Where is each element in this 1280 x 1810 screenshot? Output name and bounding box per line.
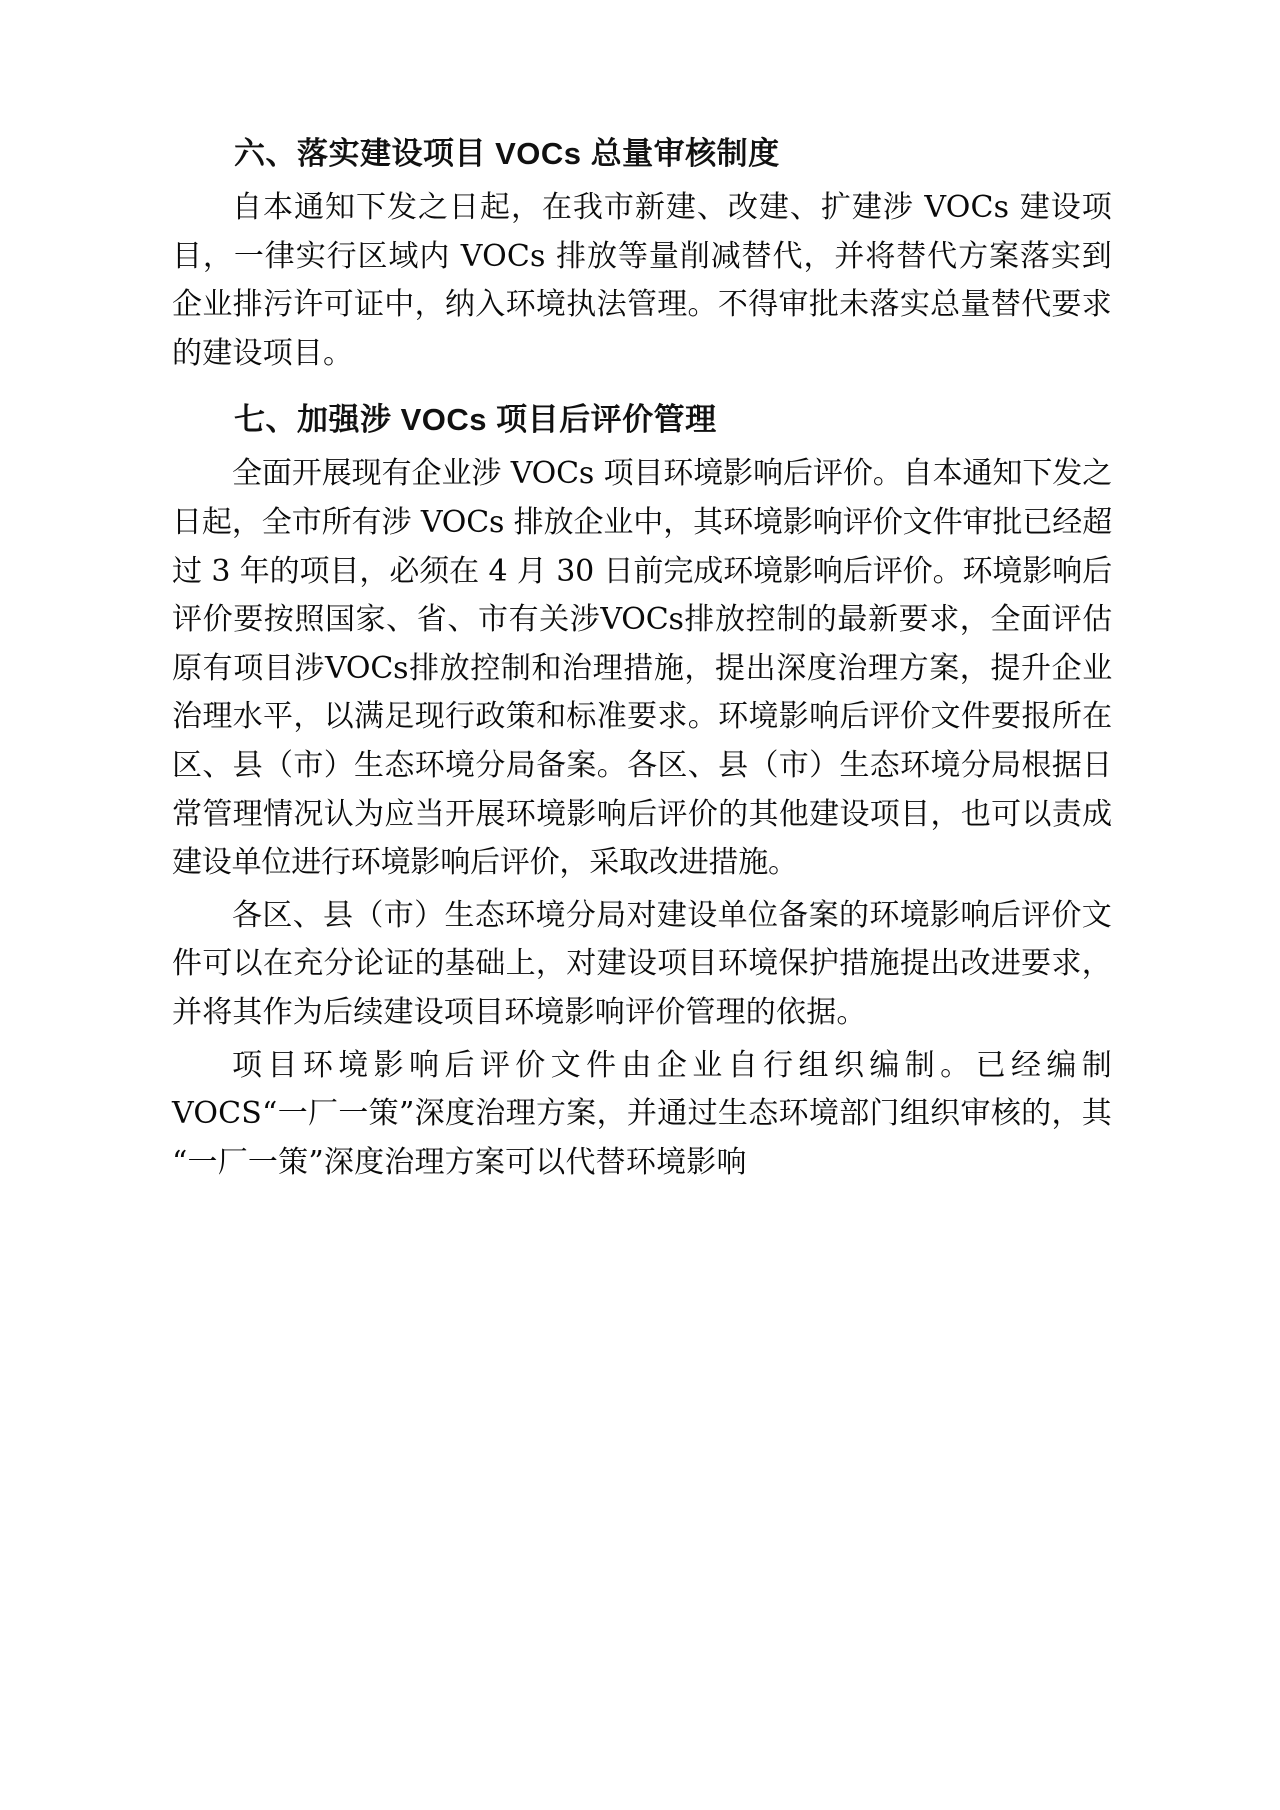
section-six-paragraph-1: 自本通知下发之日起，在我市新建、改建、扩建涉 VOCs 建设项目，一律实行区域内 VOCs 排放等量削减替代，并将替代方案落实到企业排污许可证中，纳入环境执法管理。不得审批未落实总量替代要求的建设项目。 (172, 190, 1112, 371)
section-seven-paragraph-2: 各区、县（市）生态环境分局对建设单位备案的环境影响后评价文件可以在充分论证的基础上，对建设项目环境保护措施提出改进要求，并将其作为后续建设项目环境影响评价管理的依据。 (172, 897, 1112, 1030)
section-seven-paragraph-1: 全面开展现有企业涉 VOCs 项目环境影响后评价。自本通知下发之日起，全市所有涉 VOCs 排放企业中，其环境影响评价文件审批已经超过 3 年的项目，必须在 4 月 30 日前完成环境影响后评价。环境影响后评价要按照国家、省、市有关涉VOCs排放控制的最新要求，全面评估原有项目涉VOCs排放控制和治理措施，提出深度治理方案，提升企业治理水平，以满足现行政策和标准要求。环境影响后评价文件要报所在区、县（市）生态环境分局备案。各区、县（市）生态环境分局根据日常管理情况认为应当开展环境影响后评价的其他建设项目，也可以责成建设单位进行环境影响后评价，采取改进措施。 (172, 456, 1112, 881)
section-heading-six: 六、落实建设项目 VOCs 总量审核制度 (234, 136, 780, 171)
section-heading-seven: 七、加强涉 VOCs 项目后评价管理 (234, 402, 717, 438)
section-seven-paragraph-3: 项目环境影响后评价文件由企业自行组织编制。已经编制 VOCS“一厂一策”深度治理方案，并通过生态环境部门组织审核的，其“一厂一策”深度治理方案可以代替环境影响 (172, 1047, 1112, 1180)
document-body (172, 130, 1112, 1191)
